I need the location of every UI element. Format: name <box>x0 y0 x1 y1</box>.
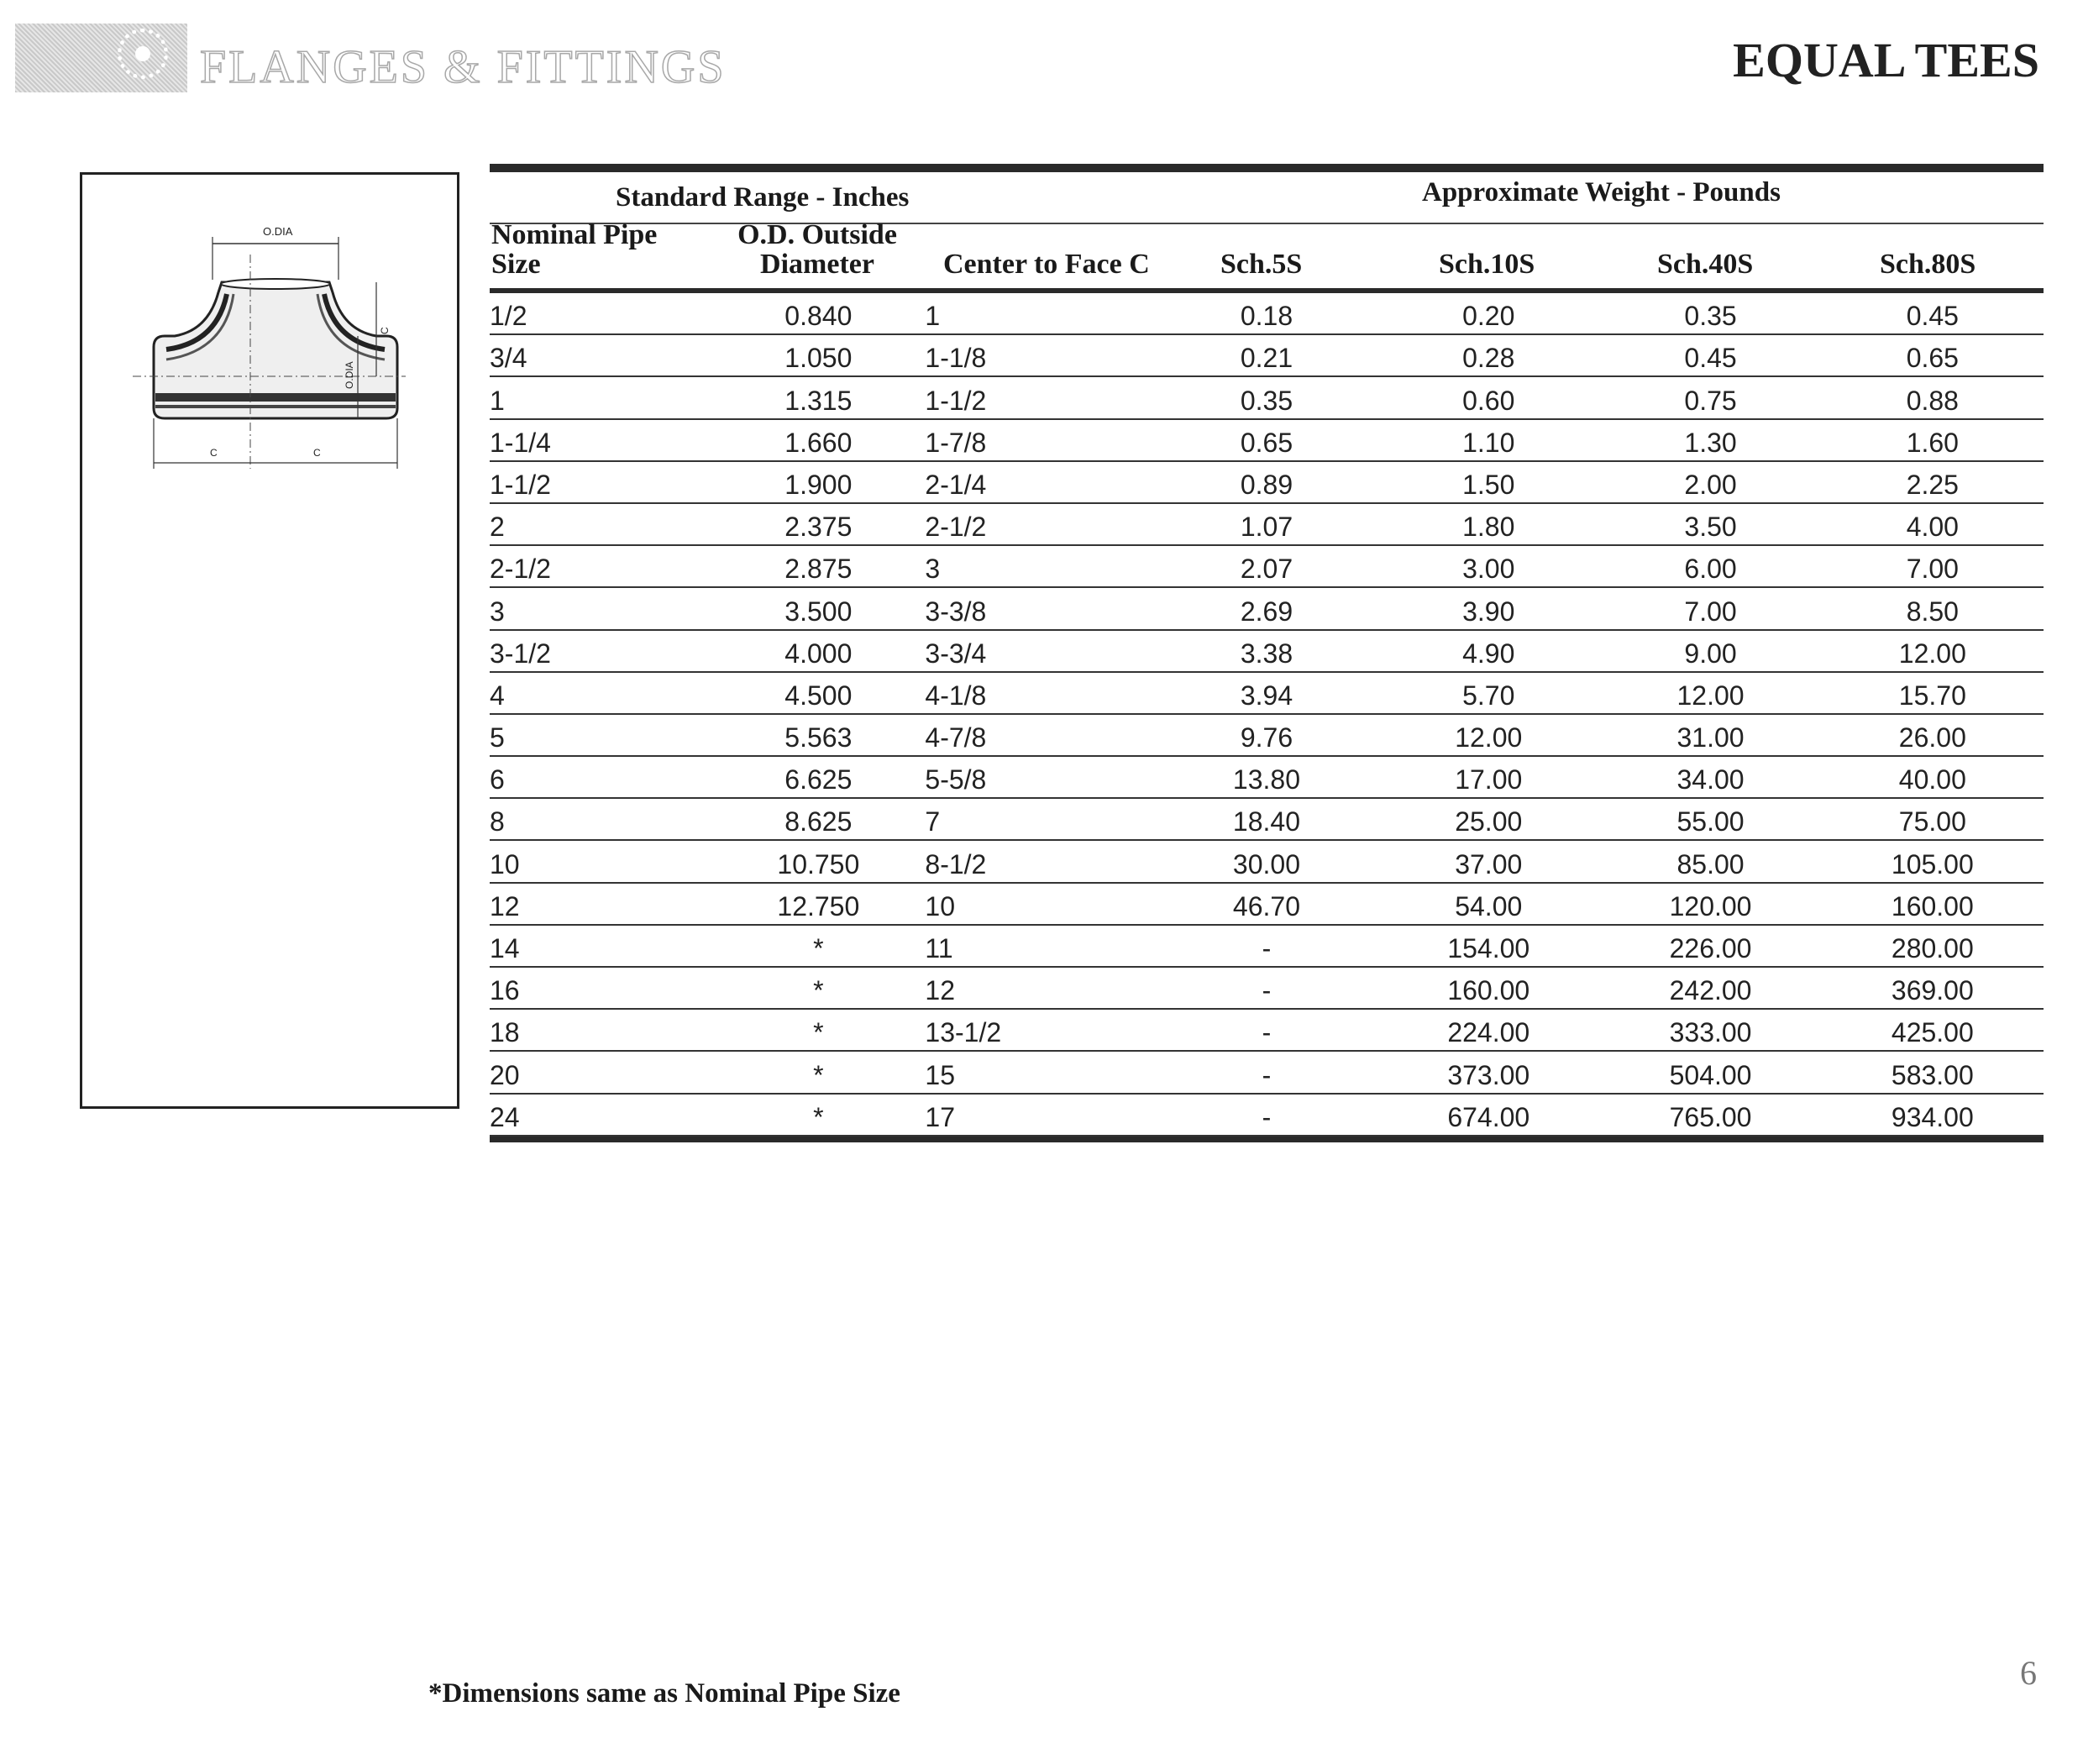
cell-sch80s: 15.70 <box>1822 672 2044 714</box>
label-bottom-right-c: C <box>313 447 321 459</box>
table-row <box>490 461 2044 503</box>
table-bottom-rule <box>490 1137 2044 1142</box>
cell-nps: 3/4 <box>490 334 711 376</box>
cell-sch5s: 0.18 <box>1156 293 1377 334</box>
cell-sch80s: 369.00 <box>1822 967 2044 1009</box>
table-row <box>490 1094 2044 1136</box>
cell-sch80s: 8.50 <box>1822 587 2044 629</box>
cell-sch40s: 2.00 <box>1599 461 1821 503</box>
cell-sch40s: 504.00 <box>1599 1051 1821 1093</box>
cell-nps: 2-1/2 <box>490 545 711 587</box>
col-header-sch10s: Sch.10S <box>1439 249 1535 281</box>
col-header-sch40s: Sch.40S <box>1657 249 1754 281</box>
cell-center-to-face: 13-1/2 <box>925 1009 1155 1051</box>
cell-sch10s: 4.90 <box>1377 630 1599 672</box>
cell-sch40s: 34.00 <box>1599 756 1821 798</box>
cell-center-to-face: 2-1/2 <box>925 503 1155 545</box>
cell-sch10s: 12.00 <box>1377 714 1599 756</box>
cell-sch80s: 12.00 <box>1822 630 2044 672</box>
cell-sch5s: - <box>1156 1051 1377 1093</box>
cell-center-to-face: 2-1/4 <box>925 461 1155 503</box>
cell-sch5s: 0.65 <box>1156 419 1377 461</box>
cell-od: 0.840 <box>711 293 925 334</box>
cell-od: 5.563 <box>711 714 925 756</box>
table-row <box>490 334 2044 376</box>
page-title: EQUAL TEES <box>1733 33 2039 87</box>
cell-center-to-face: 3-3/8 <box>925 587 1155 629</box>
cell-sch40s: 120.00 <box>1599 883 1821 925</box>
cell-od: 1.660 <box>711 419 925 461</box>
cell-sch40s: 0.45 <box>1599 334 1821 376</box>
table-row <box>490 419 2044 461</box>
equal-tee-diagram-icon <box>133 217 410 494</box>
cell-sch5s: 18.40 <box>1156 798 1377 840</box>
cell-center-to-face: 8-1/2 <box>925 840 1155 882</box>
cell-od: 10.750 <box>711 840 925 882</box>
cell-sch80s: 2.25 <box>1822 461 2044 503</box>
cell-sch40s: 3.50 <box>1599 503 1821 545</box>
cell-sch10s: 54.00 <box>1377 883 1599 925</box>
diagram-panel <box>80 172 459 1109</box>
cell-sch5s: 13.80 <box>1156 756 1377 798</box>
cell-sch80s: 1.60 <box>1822 419 2044 461</box>
brand-header <box>15 24 763 92</box>
cell-sch80s: 4.00 <box>1822 503 2044 545</box>
cell-center-to-face: 1-1/2 <box>925 376 1155 418</box>
cell-sch5s: 1.07 <box>1156 503 1377 545</box>
cell-sch40s: 85.00 <box>1599 840 1821 882</box>
cell-center-to-face: 1 <box>925 293 1155 334</box>
cell-sch10s: 0.28 <box>1377 334 1599 376</box>
cell-od: 3.500 <box>711 587 925 629</box>
table-row <box>490 587 2044 629</box>
col-header-od: O.D. Outside Diameter <box>737 218 897 281</box>
cell-sch80s: 0.45 <box>1822 293 2044 334</box>
table-row <box>490 545 2044 587</box>
cell-nps: 1-1/2 <box>490 461 711 503</box>
cell-od: 4.000 <box>711 630 925 672</box>
cell-sch40s: 333.00 <box>1599 1009 1821 1051</box>
cell-sch5s: 9.76 <box>1156 714 1377 756</box>
group-header-approx-weight: Approximate Weight - Pounds <box>1422 177 1781 207</box>
data-table <box>490 293 2044 1137</box>
table-top-rule <box>490 164 2044 172</box>
cell-sch5s: - <box>1156 1009 1377 1051</box>
table-row <box>490 714 2044 756</box>
table-row <box>490 840 2044 882</box>
cell-sch5s: 2.69 <box>1156 587 1377 629</box>
cell-sch80s: 0.65 <box>1822 334 2044 376</box>
cell-sch80s: 425.00 <box>1822 1009 2044 1051</box>
cell-nps: 8 <box>490 798 711 840</box>
cell-sch10s: 373.00 <box>1377 1051 1599 1093</box>
cell-nps: 5 <box>490 714 711 756</box>
cell-sch10s: 160.00 <box>1377 967 1599 1009</box>
cell-sch10s: 674.00 <box>1377 1094 1599 1136</box>
cell-nps: 3 <box>490 587 711 629</box>
cell-sch5s: 0.21 <box>1156 334 1377 376</box>
cell-sch80s: 40.00 <box>1822 756 2044 798</box>
cell-od: 1.050 <box>711 334 925 376</box>
cell-center-to-face: 17 <box>925 1094 1155 1136</box>
cell-sch80s: 0.88 <box>1822 376 2044 418</box>
cell-center-to-face: 3-3/4 <box>925 630 1155 672</box>
cell-sch10s: 25.00 <box>1377 798 1599 840</box>
page-number: 6 <box>2020 1654 2037 1692</box>
cell-center-to-face: 4-7/8 <box>925 714 1155 756</box>
col-header-sch80s: Sch.80S <box>1880 249 1976 281</box>
cell-center-to-face: 1-1/8 <box>925 334 1155 376</box>
cell-sch5s: - <box>1156 1094 1377 1136</box>
cell-center-to-face: 4-1/8 <box>925 672 1155 714</box>
table-row <box>490 293 2044 334</box>
col-header-sch5s: Sch.5S <box>1220 249 1303 281</box>
cell-nps: 12 <box>490 883 711 925</box>
cell-od: * <box>711 967 925 1009</box>
cell-center-to-face: 7 <box>925 798 1155 840</box>
cell-sch40s: 1.30 <box>1599 419 1821 461</box>
cell-nps: 2 <box>490 503 711 545</box>
cell-sch40s: 0.35 <box>1599 293 1821 334</box>
cell-sch5s: 3.94 <box>1156 672 1377 714</box>
cell-sch40s: 226.00 <box>1599 925 1821 967</box>
label-side-odia: O.DIA <box>344 361 355 389</box>
label-bottom-left-c: C <box>210 447 218 459</box>
table-row <box>490 925 2044 967</box>
table-row <box>490 376 2044 418</box>
cell-sch80s: 26.00 <box>1822 714 2044 756</box>
cell-sch80s: 160.00 <box>1822 883 2044 925</box>
cell-sch5s: 46.70 <box>1156 883 1377 925</box>
cell-od: * <box>711 925 925 967</box>
cell-sch80s: 7.00 <box>1822 545 2044 587</box>
cell-od: 12.750 <box>711 883 925 925</box>
cell-sch80s: 934.00 <box>1822 1094 2044 1136</box>
table-row <box>490 1009 2044 1051</box>
cell-od: 4.500 <box>711 672 925 714</box>
cell-nps: 16 <box>490 967 711 1009</box>
table-row <box>490 798 2044 840</box>
cell-nps: 1 <box>490 376 711 418</box>
cell-sch80s: 75.00 <box>1822 798 2044 840</box>
cell-sch40s: 12.00 <box>1599 672 1821 714</box>
cell-sch40s: 765.00 <box>1599 1094 1821 1136</box>
cell-sch80s: 280.00 <box>1822 925 2044 967</box>
table-row <box>490 756 2044 798</box>
cell-sch5s: - <box>1156 967 1377 1009</box>
table-row <box>490 883 2044 925</box>
cell-sch40s: 6.00 <box>1599 545 1821 587</box>
cell-center-to-face: 3 <box>925 545 1155 587</box>
cell-sch10s: 37.00 <box>1377 840 1599 882</box>
cell-sch10s: 3.90 <box>1377 587 1599 629</box>
cell-nps: 3-1/2 <box>490 630 711 672</box>
cell-sch40s: 0.75 <box>1599 376 1821 418</box>
cell-center-to-face: 12 <box>925 967 1155 1009</box>
cell-nps: 1/2 <box>490 293 711 334</box>
cell-sch10s: 5.70 <box>1377 672 1599 714</box>
cell-sch5s: 3.38 <box>1156 630 1377 672</box>
cell-nps: 14 <box>490 925 711 967</box>
cell-sch5s: 0.89 <box>1156 461 1377 503</box>
cell-od: 1.900 <box>711 461 925 503</box>
table-row <box>490 503 2044 545</box>
cell-nps: 18 <box>490 1009 711 1051</box>
cell-od: * <box>711 1094 925 1136</box>
cell-od: * <box>711 1009 925 1051</box>
cell-sch10s: 3.00 <box>1377 545 1599 587</box>
cell-od: 6.625 <box>711 756 925 798</box>
table-row <box>490 630 2044 672</box>
cell-center-to-face: 15 <box>925 1051 1155 1093</box>
cell-sch80s: 105.00 <box>1822 840 2044 882</box>
cell-nps: 24 <box>490 1094 711 1136</box>
table-row <box>490 672 2044 714</box>
cell-sch10s: 1.10 <box>1377 419 1599 461</box>
cell-nps: 1-1/4 <box>490 419 711 461</box>
cell-sch40s: 31.00 <box>1599 714 1821 756</box>
table-row <box>490 1051 2044 1093</box>
table-row <box>490 967 2044 1009</box>
cell-sch10s: 0.60 <box>1377 376 1599 418</box>
cell-sch80s: 583.00 <box>1822 1051 2044 1093</box>
cell-center-to-face: 10 <box>925 883 1155 925</box>
gear-logo-icon <box>15 24 187 92</box>
footnote: *Dimensions same as Nominal Pipe Size <box>428 1678 900 1709</box>
group-header-standard-range: Standard Range - Inches <box>616 182 910 213</box>
cell-sch40s: 242.00 <box>1599 967 1821 1009</box>
cell-sch10s: 1.50 <box>1377 461 1599 503</box>
label-side-c: C <box>379 327 391 334</box>
cell-nps: 4 <box>490 672 711 714</box>
equal-tees-table <box>490 164 2044 1142</box>
col-header-nominal-pipe-size: Nominal Pipe Size <box>491 218 658 281</box>
cell-sch10s: 0.20 <box>1377 293 1599 334</box>
cell-od: 8.625 <box>711 798 925 840</box>
col-header-center-to-face: Center to Face C <box>943 249 1150 281</box>
column-header-row <box>490 219 2044 285</box>
brand-name: FLANGES & FITTINGS <box>200 41 727 93</box>
group-header-row <box>490 172 2044 219</box>
cell-sch40s: 7.00 <box>1599 587 1821 629</box>
cell-sch5s: 2.07 <box>1156 545 1377 587</box>
cell-sch10s: 1.80 <box>1377 503 1599 545</box>
table-body <box>490 293 2044 1136</box>
cell-center-to-face: 5-5/8 <box>925 756 1155 798</box>
cell-od: 1.315 <box>711 376 925 418</box>
cell-sch10s: 17.00 <box>1377 756 1599 798</box>
cell-nps: 10 <box>490 840 711 882</box>
cell-od: * <box>711 1051 925 1093</box>
cell-sch5s: - <box>1156 925 1377 967</box>
cell-sch5s: 0.35 <box>1156 376 1377 418</box>
cell-center-to-face: 1-7/8 <box>925 419 1155 461</box>
cell-od: 2.375 <box>711 503 925 545</box>
cell-nps: 20 <box>490 1051 711 1093</box>
cell-sch10s: 154.00 <box>1377 925 1599 967</box>
cell-nps: 6 <box>490 756 711 798</box>
cell-sch10s: 224.00 <box>1377 1009 1599 1051</box>
cell-sch40s: 55.00 <box>1599 798 1821 840</box>
cell-center-to-face: 11 <box>925 925 1155 967</box>
cell-sch5s: 30.00 <box>1156 840 1377 882</box>
label-top-odia: O.DIA <box>263 225 293 238</box>
cell-sch40s: 9.00 <box>1599 630 1821 672</box>
cell-od: 2.875 <box>711 545 925 587</box>
